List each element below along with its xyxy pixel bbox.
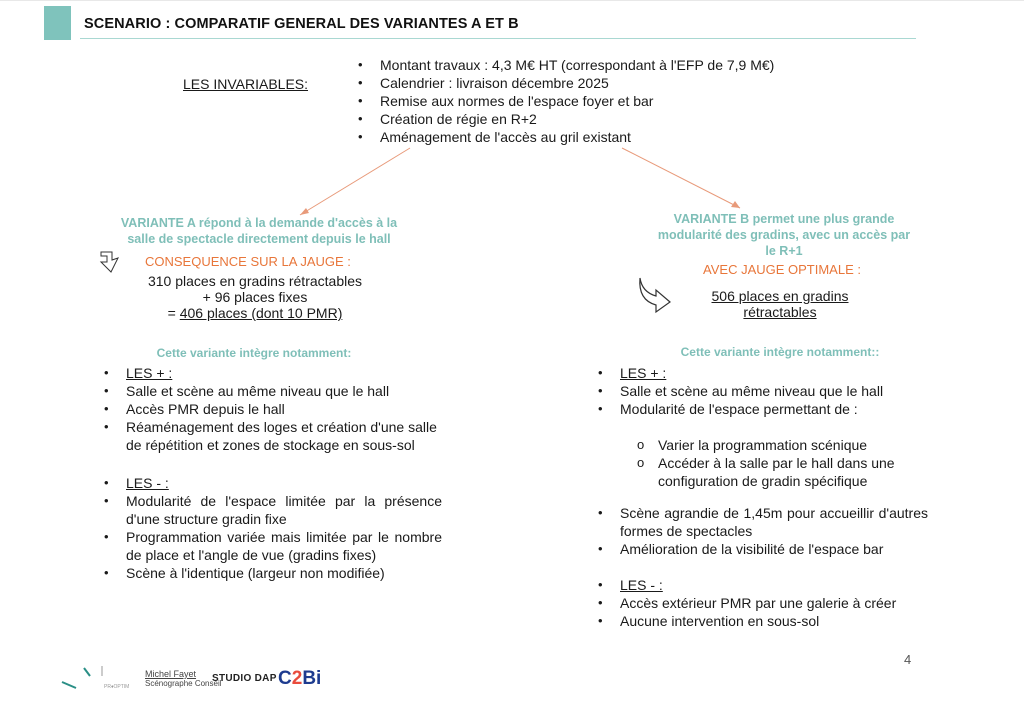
list-item: • Création de régie en R+2	[358, 110, 858, 128]
list-item: o Varier la programmation scénique	[634, 436, 928, 454]
curved-arrow-icon	[101, 252, 118, 272]
list-item: • Accès PMR depuis le hall	[104, 400, 442, 418]
variante-b-integre: Cette variante intègre notamment::	[680, 345, 880, 359]
variante-b-title: VARIANTE B permet une plus grande modularité des gradins, avec un accès par le R+1	[657, 212, 911, 258]
list-item: • Programmation variée mais limitée par le nombre de place et l'angle de vue (gradins fixes)	[104, 528, 442, 564]
variante-a-details	[104, 364, 442, 582]
list-item: • Amélioration de la visibilité de l'espace bar	[598, 540, 928, 558]
c2bi-logo: C2Bi	[278, 668, 322, 689]
page-number: 4	[904, 652, 912, 667]
variante-b-details	[598, 364, 928, 630]
list-item: • Aucune intervention en sous-sol	[598, 612, 928, 630]
studio-dap-logo: STUDIO DAP	[212, 673, 277, 684]
list-item: • Salle et scène au même niveau que le hall	[104, 382, 442, 400]
sub-list-b	[634, 436, 928, 490]
minus-list-a	[104, 474, 442, 582]
consequence-label: CONSEQUENCE SUR LA JAUGE :	[145, 254, 351, 269]
jauge-b: 506 places en gradins rétractables	[711, 288, 849, 320]
variante-a-integre: Cette variante intègre notamment:	[156, 346, 352, 360]
list-item: • Salle et scène au même niveau que le hall	[598, 382, 928, 400]
list-item: • Scène à l'identique (largeur non modifiée)	[104, 564, 442, 582]
proptim-logo-icon	[58, 662, 108, 692]
minus-label: • LES - :	[104, 474, 442, 492]
list-item: • Remise aux normes de l'espace foyer et bar	[358, 92, 858, 110]
arrow-to-variante-b	[622, 148, 740, 208]
page-title: SCENARIO : COMPARATIF GENERAL DES VARIANTES A ET B	[84, 16, 519, 32]
jauge-a-total: 406 places (dont 10 PMR)	[179, 305, 343, 321]
list-item: • Modularité de l'espace limitée par la présence d'une structure gradin fixe	[104, 492, 442, 528]
michel-fayet-logo: Michel Fayet Scénographe Conseil	[145, 669, 222, 688]
plus-list-a	[104, 364, 442, 454]
plus-list-b-2	[598, 504, 928, 558]
list-item: • Scène agrandie de 1,45m pour accueillir d'autres formes de spectacles	[598, 504, 928, 540]
list-item: • Modularité de l'espace permettant de :	[598, 400, 928, 418]
list-item: • Calendrier : livraison décembre 2025	[358, 74, 858, 92]
list-item: • Montant travaux : 4,3 M€ HT (correspondant à l'EFP de 7,9 M€)	[358, 56, 858, 74]
curved-arrow-icon	[640, 278, 670, 312]
list-item: • Aménagement de l'accès au gril existant	[358, 128, 858, 146]
variante-a-title: VARIANTE A répond à la demande d'accès à la salle de spectacle directement depuis le hall	[120, 216, 398, 246]
arrow-to-variante-a	[300, 148, 410, 215]
minus-label: • LES - :	[598, 576, 928, 594]
list-item: • Accès extérieur PMR par une galerie à créer	[598, 594, 928, 612]
avec-jauge-label: AVEC JAUGE OPTIMALE :	[703, 262, 861, 277]
plus-list-b	[598, 364, 928, 418]
minus-list-b	[598, 576, 928, 630]
list-item: • Réaménagement des loges et création d'une salle de répétition et zones de stockage en sous-sol	[104, 418, 442, 454]
invariables-label: LES INVARIABLES:	[183, 76, 309, 92]
jauge-a: 310 places en gradins rétractables + 96 places fixes = 406 places (dont 10 PMR)	[147, 273, 363, 321]
arrow-head-a	[300, 208, 309, 215]
proptim-logo: PR♦OPTIM	[104, 684, 130, 690]
list-item: o Accéder à la salle par le hall dans une configuration de gradin spécifique	[634, 454, 928, 490]
plus-label: • LES + :	[104, 364, 442, 382]
plus-label: • LES + :	[598, 364, 928, 382]
